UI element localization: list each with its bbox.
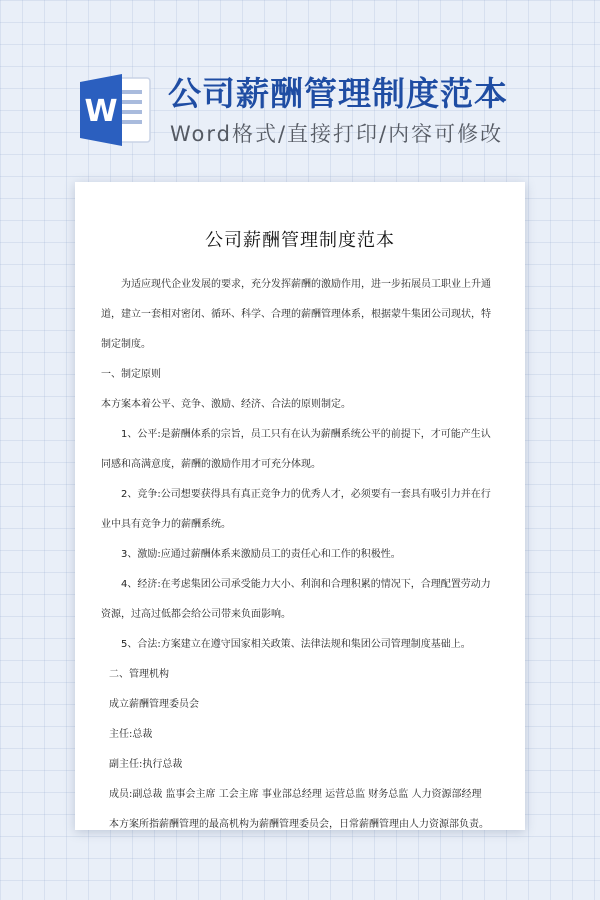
paragraph: 主任:总裁 (109, 729, 153, 740)
svg-text:W: W (84, 94, 118, 129)
document-title: 公司薪酬管理制度范本 (205, 230, 395, 251)
section-heading: 一、制定原则 (101, 369, 161, 380)
paragraph: 本方案所指薪酬管理的最高机构为薪酬管理委员会，日常薪酬管理由人力资源部负责。 (109, 819, 489, 830)
word-document-icon (74, 68, 158, 152)
principle-item: 1、公平:是薪酬体系的宗旨，员工只有在认为薪酬系统公平的前提下，才可能产生认同感和高满意度，薪酬的激励作用才可充分体现。 (101, 429, 491, 470)
principle-item: 3、激励:应通过薪酬体系来激励员工的责任心和工作的积极性。 (121, 549, 401, 560)
document-page (75, 182, 525, 830)
promo-title: 公司薪酬管理制度范本 (168, 74, 508, 113)
principle-item: 5、合法:方案建立在遵守国家相关政策、法律法规和集团公司管理制度基础上。 (121, 639, 471, 650)
paragraph: 成立薪酬管理委员会 (109, 699, 199, 710)
section-heading: 二、管理机构 (109, 669, 169, 680)
principle-item: 4、经济:在考虑集团公司承受能力大小、利润和合理积累的情况下，合理配置劳动力资源，过高过低都会给公司带来负面影响。 (101, 579, 491, 620)
paragraph: 副主任:执行总裁 (109, 759, 183, 770)
paragraph: 本方案本着公平、竞争、激励、经济、合法的原则制定。 (101, 399, 351, 410)
promo-header (0, 0, 600, 170)
principle-item: 2、竞争:公司想要获得具有真正竞争力的优秀人才，必须要有一套具有吸引力并在行业中具有竞争力的薪酬系统。 (101, 489, 491, 530)
paragraph: 成员:副总裁 监事会主席 工会主席 事业部总经理 运营总监 财务总监 人力资源部经理 (109, 789, 482, 800)
promo-subtitle: Word格式/直接打印/内容可修改 (170, 122, 504, 146)
intro-paragraph: 为适应现代企业发展的要求，充分发挥薪酬的激励作用，进一步拓展员工职业上升通道，建立一套相对密闭、循环、科学、合理的薪酬管理体系，根据蒙牛集团公司现状，特制定制度。 (101, 279, 491, 350)
